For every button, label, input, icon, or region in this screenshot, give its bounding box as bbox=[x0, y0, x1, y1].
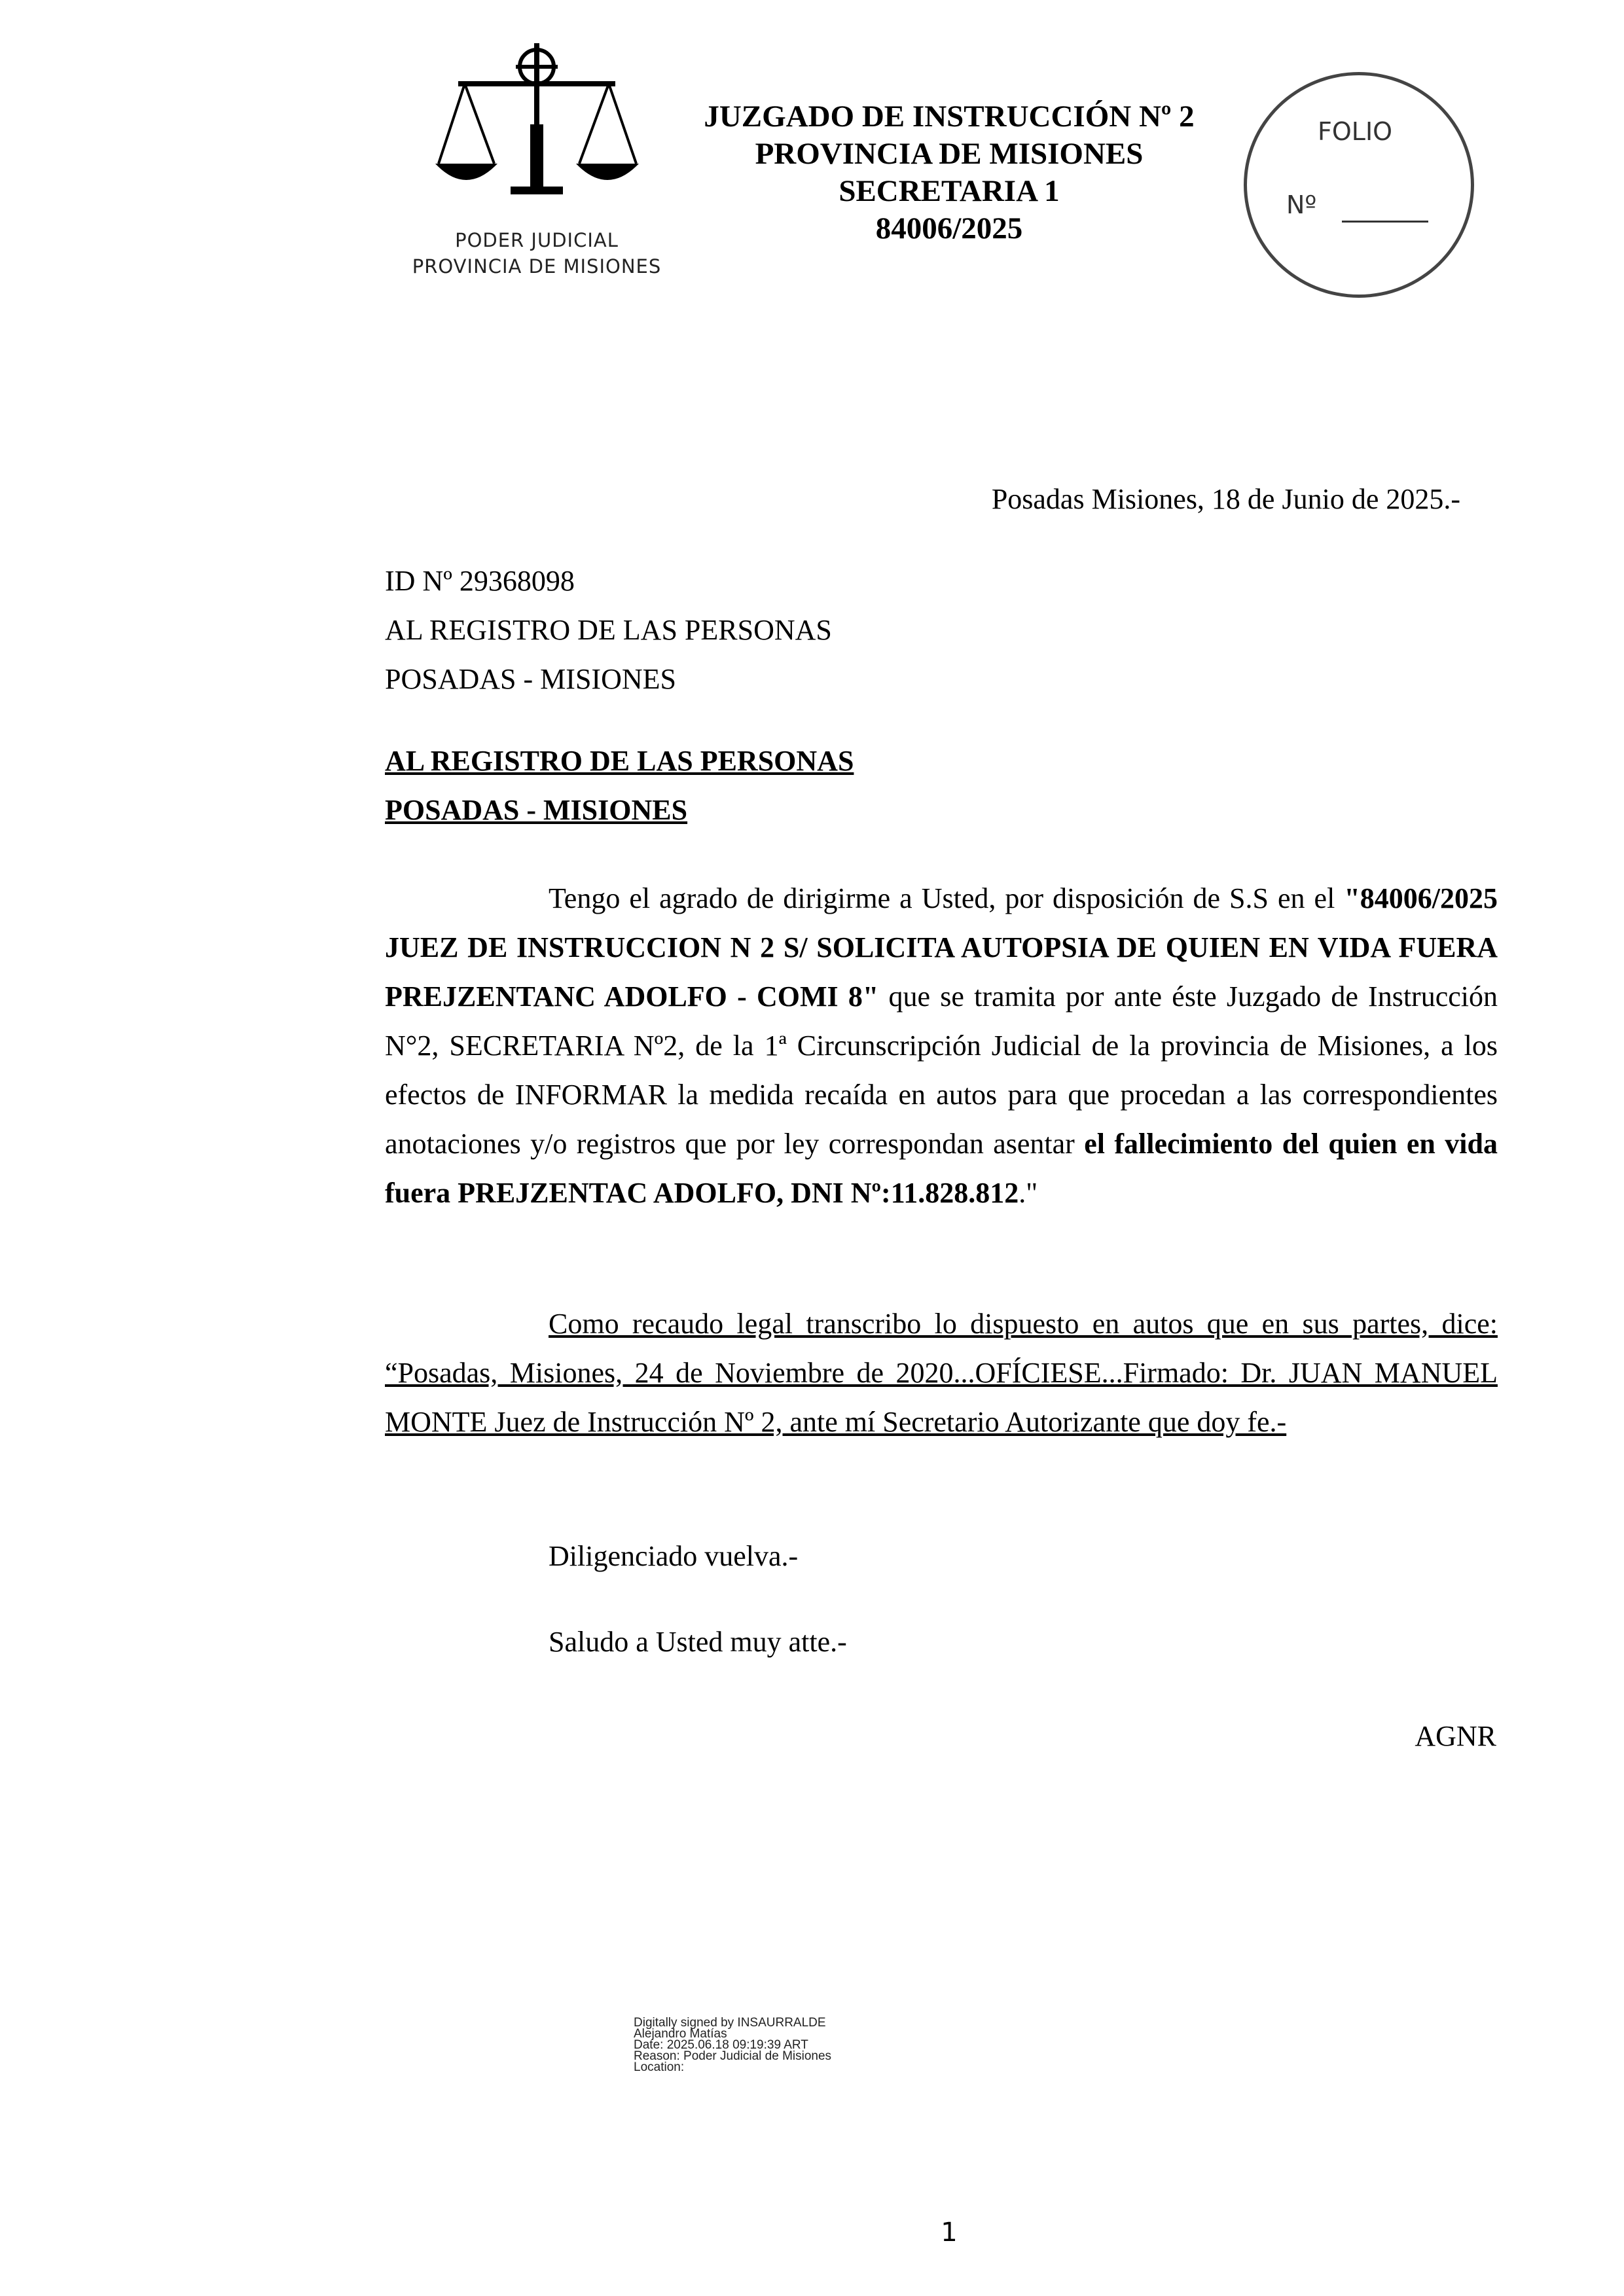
address-block bbox=[385, 556, 832, 704]
initials: AGNR bbox=[1415, 1720, 1496, 1752]
document-date: Posadas Misiones, 18 de Junio de 2025.- bbox=[991, 483, 1460, 515]
logo-text-line1: PODER JUDICIAL bbox=[455, 229, 619, 251]
logo-text-line2: PROVINCIA DE MISIONES bbox=[412, 255, 662, 278]
recipient-line2: POSADAS - MISIONES bbox=[385, 794, 688, 826]
digital-signature bbox=[634, 2017, 831, 2073]
folio-number-line bbox=[1342, 221, 1428, 223]
p1-intro: Tengo el agrado de dirigirme a Usted, por disposición de S.S en el bbox=[549, 882, 1344, 914]
address-id: ID Nº 29368098 bbox=[385, 565, 575, 597]
p1-middle: que se tramita por ante éste Juzgado de Instrucción N°2, SECRETARIA Nº2, de la 1ª Circunscripción Judicial de la provincia de Misiones, a los efectos de INFORMAR la medida recaída en autos para que procedan a las correspondientes anotaciones y/o registros que por ley correspondan asentar bbox=[385, 980, 1498, 1160]
address-line1: AL REGISTRO DE LAS PERSONAS bbox=[385, 614, 832, 646]
body-paragraph-1 bbox=[385, 874, 1498, 1217]
header-case-number: 84006/2025 bbox=[875, 211, 1023, 245]
signature-line3: Date: 2025.06.18 09:19:39 ART bbox=[634, 2038, 808, 2052]
scales-of-justice-icon bbox=[432, 39, 641, 203]
body-paragraph-2 bbox=[385, 1299, 1498, 1446]
p1-end: ." bbox=[1019, 1177, 1038, 1209]
signature-line4: Reason: Poder Judicial de Misiones bbox=[634, 2049, 832, 2063]
p1-decease-notice: el fallecimiento del quien en vida fuera PREJZENTAC ADOLFO, DNI Nº:11.828.812 bbox=[385, 1128, 1498, 1209]
p1-case-title: "84006/2025 JUEZ DE INSTRUCCION N 2 S/ SOLICITA AUTOPSIA DE QUIEN EN VIDA FUERA PREJZENTANC ADOLFO - COMI 8" bbox=[385, 882, 1498, 1013]
recipient-block bbox=[385, 736, 854, 834]
page-number: 1 bbox=[941, 2217, 958, 2248]
signature-line5: Location: bbox=[634, 2060, 685, 2074]
recipient-line1: AL REGISTRO DE LAS PERSONAS bbox=[385, 745, 854, 777]
header-line2: PROVINCIA DE MISIONES bbox=[755, 137, 1144, 171]
p2-transcript: Como recaudo legal transcribo lo dispuesto en autos que en sus partes, dice: “Posadas, Misiones, 24 de Noviembre de 2020...OFÍCIESE...Firmado: Dr. JUAN MANUEL MONTE Juez de Instrucción Nº 2, ante mí Secretario Autorizante que doy fe.- bbox=[385, 1308, 1498, 1438]
folio-number-prefix: Nº bbox=[1286, 190, 1317, 219]
court-header bbox=[687, 98, 1211, 247]
diligenciado-line: Diligenciado vuelva.- bbox=[549, 1540, 799, 1572]
signature-line2: Alejandro Matías bbox=[634, 2027, 727, 2041]
address-line2: POSADAS - MISIONES bbox=[385, 663, 676, 695]
header-line1: JUZGADO DE INSTRUCCIÓN Nº 2 bbox=[704, 99, 1195, 134]
folio-label: FOLIO bbox=[1318, 117, 1393, 146]
judicial-logo bbox=[399, 39, 674, 288]
header-line3: SECRETARIA 1 bbox=[839, 174, 1060, 208]
closing-line: Saludo a Usted muy atte.- bbox=[549, 1626, 847, 1658]
signature-line1: Digitally signed by INSAURRALDE bbox=[634, 2016, 826, 2030]
folio-stamp bbox=[1244, 72, 1474, 298]
